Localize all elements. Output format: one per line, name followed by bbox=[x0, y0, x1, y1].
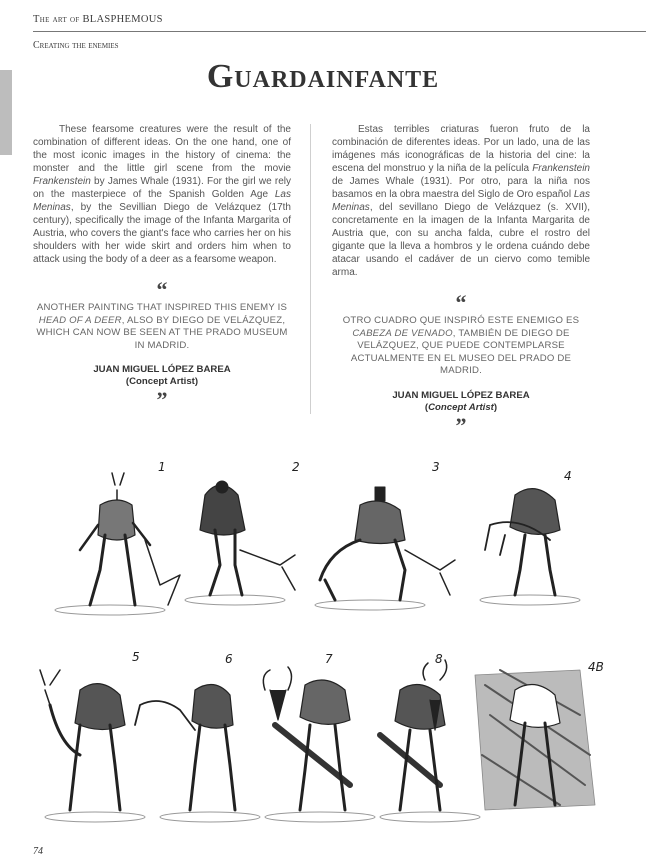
english-paragraph: These fearsome creatures were the result of the combination of different ideas. On the one hand, one of the most iconic images in the history of cinema: the monster and the little girl scene from the movie Frankenstein by James Whale (1931). For the girl we rely on the masterpiece of the Spanish Golden Age Las Meninas, by the Sevillian Diego de Velázquez (17th century), specifically the image of the Infanta Margarita of Austria, who covers the giant's face who carries her on his shoulders with her wide skirt and orders him when to attack using the body of a deer as a fearsome weapon. bbox=[33, 124, 291, 265]
sketch-label-3: 3 bbox=[432, 460, 440, 474]
sketch-2-figure bbox=[185, 481, 295, 605]
sketch-1-figure bbox=[55, 473, 180, 615]
sketch-6-figure bbox=[135, 685, 260, 822]
sketch-label-1: 1 bbox=[158, 460, 166, 474]
spanish-quote: OTRO CUADRO QUE INSPIRÓ ESTE ENEMIGO ES CABEZA DE VENADO, TAMBIÉN DE DIEGO DE VELÁZQUEZ, QUE PUEDE CONTEMPLARSE ACTUALMENTE EN EL MUSEO DEL PRADO DE MADRID. bbox=[342, 315, 580, 376]
sketch-4b-figure bbox=[475, 670, 595, 810]
quote-author-role: (Concept Artist) bbox=[125, 376, 199, 387]
spanish-paragraph: Estas terribles criaturas fueron fruto de la combinación de diferentes ideas. Por un lado, una de las imágenes más iconográficas de la historia del cine: la escena del monstruo y la niña de la película Frankenstein de James Whale (1931). Por otro, para la niña nos basamos en la obra maestra del Siglo de Oro español Las Meninas, del sevillano Diego de Velázquez (s. XVII), concretamente en la imagen de la Infanta Margarita de Austria que, con su ancha falda, cubre el rostro del gigante que la lleva a hombros y le ordena cuándo debe atacar usando el cadáver de un ciervo como temible arma. bbox=[332, 124, 590, 278]
quote-open-mark: “ bbox=[455, 290, 467, 315]
sketch-label-7: 7 bbox=[325, 652, 333, 666]
sketch-3-figure bbox=[315, 487, 455, 610]
sketch-label-4b: 4B bbox=[588, 660, 604, 674]
header-book-title: The art of BLASPHEMOUS bbox=[33, 14, 163, 25]
page-number: 74 bbox=[33, 846, 43, 857]
quote-close-mark: ” bbox=[156, 387, 168, 412]
sketch-drawings bbox=[20, 455, 626, 835]
quote-author: JUAN MIGUEL LÓPEZ BAREA bbox=[93, 364, 231, 375]
quote-close-mark: ” bbox=[455, 412, 467, 438]
sketch-8-figure bbox=[380, 660, 480, 822]
page-title: Guardainfante bbox=[206, 58, 440, 95]
sketch-4-figure bbox=[480, 489, 580, 605]
spanish-column bbox=[332, 123, 590, 436]
sketch-7-figure bbox=[263, 667, 375, 822]
header-section-title: Creating the enemies bbox=[33, 40, 119, 51]
sketch-label-2: 2 bbox=[292, 460, 300, 474]
sketch-label-6: 6 bbox=[225, 652, 233, 666]
quote-open-mark: “ bbox=[156, 277, 168, 302]
quote-author-role: (Concept Artist) bbox=[424, 401, 498, 413]
english-column bbox=[33, 123, 291, 410]
sketch-5-figure bbox=[40, 670, 145, 822]
quote-author: JUAN MIGUEL LÓPEZ BAREA bbox=[392, 389, 530, 401]
sketch-label-8: 8 bbox=[435, 652, 443, 666]
column-divider bbox=[310, 124, 311, 414]
sketch-label-5: 5 bbox=[132, 650, 140, 664]
sketch-label-4: 4 bbox=[564, 469, 572, 483]
english-quote: ANOTHER PAINTING THAT INSPIRED THIS ENEMY IS HEAD OF A DEER, ALSO BY DIEGO DE VELÁZQUEZ, WHICH CAN NOW BE SEEN AT THE PRADO MUSEUM IN MADRID. bbox=[36, 302, 288, 351]
header-rule bbox=[33, 31, 646, 32]
concept-sketches bbox=[20, 455, 626, 835]
